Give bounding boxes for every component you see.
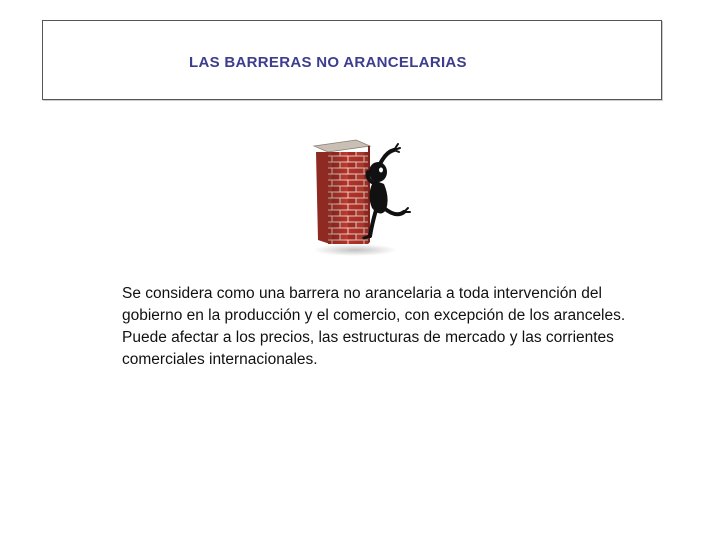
title-box: [42, 20, 662, 100]
slide-title: LAS BARRERAS NO ARANCELARIAS: [189, 54, 467, 71]
figure-climbing-brick-wall-icon: [300, 132, 435, 257]
slide-body-text: Se considera como una barrera no arancelaria a toda intervención del gobierno en la producción y el comercio, con excepción de los aranceles. Puede afectar a los precios, las estructuras de mercado y las corrientes comerciales internacionales.: [122, 285, 626, 368]
